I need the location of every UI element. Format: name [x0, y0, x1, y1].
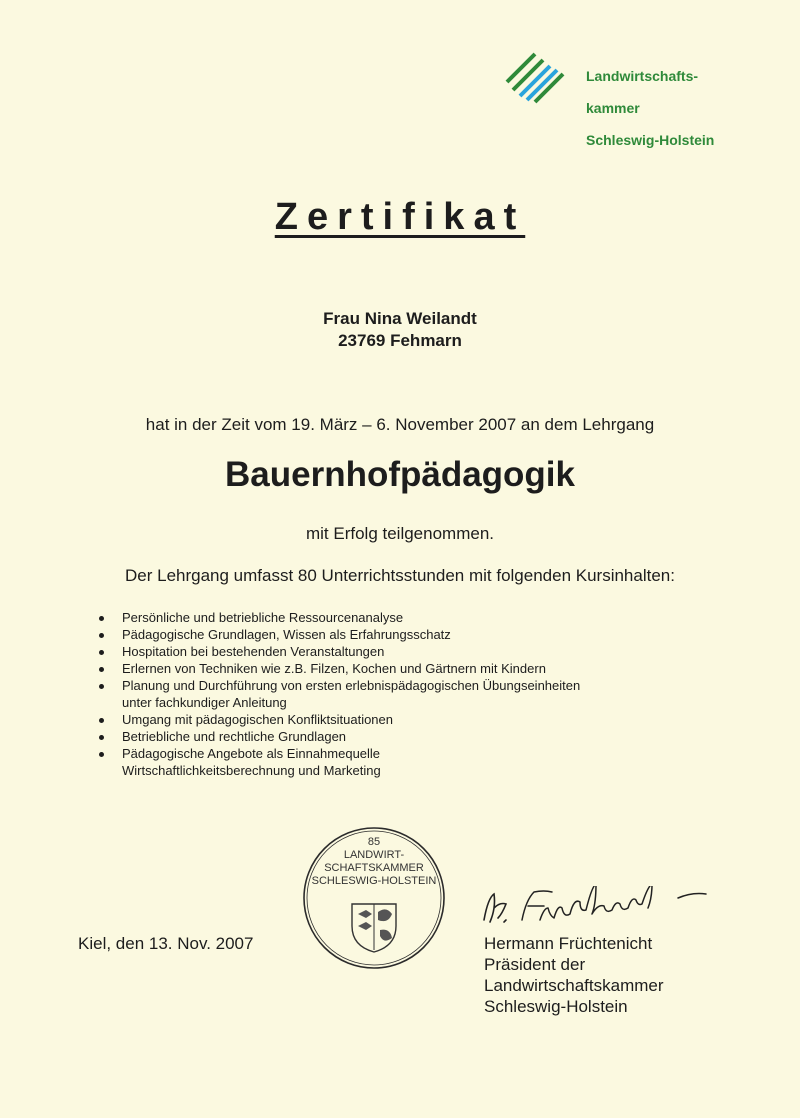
- certificate-title-text: Zertifikat: [274, 196, 526, 238]
- coat-of-arms-icon: [352, 904, 396, 952]
- seal-line: LANDWIRT-: [343, 849, 405, 861]
- signatory-name: Hermann Früchtenicht: [484, 934, 653, 953]
- diagonal-stripes-logo-icon: [505, 52, 565, 104]
- list-item-text: Planung und Durchführung von ersten erlebnispädagogischen Übungseinheiten: [122, 678, 581, 693]
- seal-line: SCHLESWIG-HOLSTEIN: [311, 875, 437, 887]
- contents-intro: Der Lehrgang umfasst 80 Unterrichtsstunden mit folgenden Kursinhalten:: [125, 566, 675, 585]
- list-item: [96, 728, 580, 745]
- course-name: Bauernhofpädagogik: [224, 455, 576, 494]
- organization-name-line: Landwirtschafts-: [586, 68, 699, 84]
- place-date: Kiel, den 13. Nov. 2007: [78, 934, 254, 953]
- course-contents-list: [96, 609, 580, 779]
- list-item-text: Umgang mit pädagogischen Konfliktsituationen: [122, 712, 394, 727]
- signatory-title: Schleswig-Holstein: [484, 997, 628, 1016]
- list-item: [96, 660, 580, 677]
- list-item-text: Persönliche und betriebliche Ressourcenanalyse: [122, 610, 404, 625]
- organization-name-line: Schleswig-Holstein: [586, 132, 715, 148]
- signatory-block: [484, 933, 664, 1017]
- course-period: hat in der Zeit vom 19. März – 6. November 2007 an dem Lehrgang: [145, 415, 655, 434]
- handwritten-signature: [478, 886, 718, 930]
- recipient-name: Frau Nina Weilandt: [323, 309, 477, 328]
- organization-name: [586, 52, 714, 164]
- signatory-title: Landwirtschaftskammer: [484, 976, 664, 995]
- recipient-city: 23769 Fehmarn: [338, 331, 462, 350]
- list-item: [96, 626, 580, 643]
- list-item-text: Pädagogische Angebote als Einnahmequelle: [122, 746, 381, 761]
- seal-line: SCHAFTSKAMMER: [324, 862, 424, 874]
- recipient-block: [0, 308, 800, 352]
- seal-number: 85: [367, 836, 381, 848]
- certificate-title: [0, 196, 800, 239]
- list-item-text: Wirtschaftlichkeitsberechnung und Marketing: [122, 763, 381, 778]
- list-item: [96, 745, 580, 779]
- list-item-text: Erlernen von Techniken wie z.B. Filzen, Kochen und Gärtnern mit Kindern: [122, 661, 546, 676]
- signatory-title: Präsident der: [484, 955, 586, 974]
- organization-name-line: kammer: [586, 100, 640, 116]
- list-item-text: Hospitation bei bestehenden Veranstaltungen: [122, 644, 385, 659]
- list-item: [96, 609, 580, 626]
- course-result: mit Erfolg teilgenommen.: [305, 524, 495, 543]
- list-item: [96, 643, 580, 660]
- list-item: [96, 711, 580, 728]
- list-item: [96, 677, 580, 711]
- list-item-text: Betriebliche und rechtliche Grundlagen: [122, 729, 347, 744]
- list-item-text: Pädagogische Grundlagen, Wissen als Erfahrungsschatz: [122, 627, 451, 642]
- list-item-text: unter fachkundiger Anleitung: [122, 695, 287, 710]
- seal-text: [298, 836, 450, 888]
